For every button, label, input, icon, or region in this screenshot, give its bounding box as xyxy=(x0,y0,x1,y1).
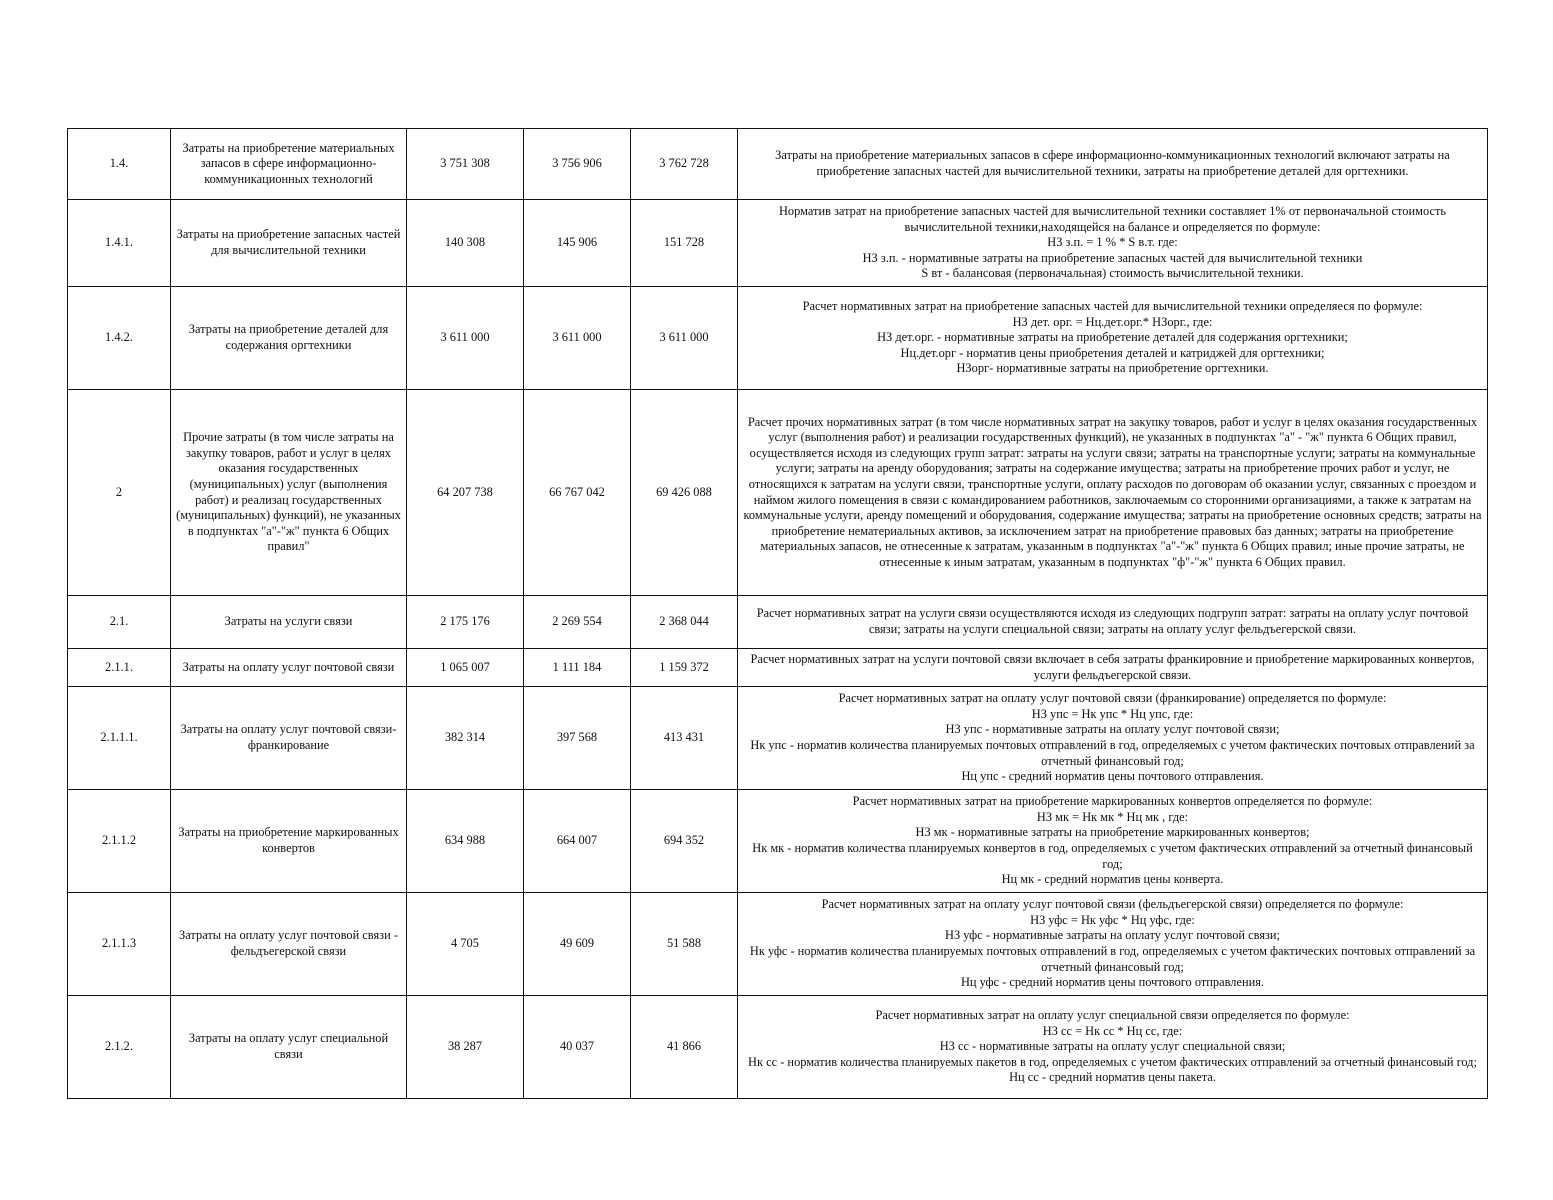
description-line: Расчет нормативных затрат на услуги связи осуществляются исходя из следующих подгрупп затрат: затраты на оплату услуг почтовой связи; затраты на услуги специальной связи; затраты на оплату услуг фельдъегерской связи. xyxy=(756,606,1469,636)
row-value-year-1: 382 314 xyxy=(407,687,524,790)
description-line: Расчет нормативных затрат на приобретение запасных частей для вычислительной техники определяеся по формуле: xyxy=(802,299,1423,314)
row-code: 2.1.1. xyxy=(68,649,171,687)
row-description xyxy=(738,649,1488,687)
description-line: Нц мк - средний норматив цены конверта. xyxy=(1001,872,1224,887)
row-code: 2.1.1.2 xyxy=(68,790,171,893)
table-row xyxy=(68,687,1488,790)
description-line: НЗ сс = Нк сс * Нц сс, где: xyxy=(1042,1023,1183,1038)
description-line: Нк сс - норматив количества планируемых пакетов в год, определяемых с учетом фактических отправлений за отчетный финансовый год; xyxy=(748,1054,1477,1069)
row-value-year-2: 1 111 184 xyxy=(524,649,631,687)
row-value-year-3: 3 762 728 xyxy=(631,129,738,200)
description-line: Нц сс - средний норматив цены пакета. xyxy=(1009,1070,1216,1085)
table-row xyxy=(68,996,1488,1099)
description-line: S вт - балансовая (первоначальная) стоимость вычислительной техники. xyxy=(921,266,1304,281)
row-description xyxy=(738,687,1488,790)
table-row xyxy=(68,129,1488,200)
row-value-year-2: 2 269 554 xyxy=(524,596,631,649)
row-code: 2 xyxy=(68,390,171,596)
table-body xyxy=(68,129,1488,1099)
row-value-year-2: 3 756 906 xyxy=(524,129,631,200)
row-value-year-2: 397 568 xyxy=(524,687,631,790)
row-description xyxy=(738,129,1488,200)
description-line: Нк мк - норматив количества планируемых конвертов в год, определяемых с учетом фактических отправлений за отчетный финансовый год; xyxy=(752,841,1473,871)
description-line: НЗ сс - нормативные затраты на оплату услуг специальной связи; xyxy=(939,1039,1286,1054)
row-name: Затраты на оплату услуг почтовой связи xyxy=(171,649,407,687)
row-description xyxy=(738,390,1488,596)
row-value-year-2: 145 906 xyxy=(524,200,631,287)
row-description xyxy=(738,790,1488,893)
row-value-year-1: 2 175 176 xyxy=(407,596,524,649)
row-value-year-3: 413 431 xyxy=(631,687,738,790)
description-line: Нц уфс - средний норматив цены почтового отправления. xyxy=(960,975,1265,990)
row-value-year-1: 1 065 007 xyxy=(407,649,524,687)
description-line: НЗ з.п. = 1 % * S в.т. где: xyxy=(1047,235,1178,250)
description-line: НЗорг- нормативные затраты на приобретение оргтехники. xyxy=(956,361,1269,376)
table-row xyxy=(68,596,1488,649)
table-row xyxy=(68,893,1488,996)
description-line: НЗ дет.орг. - нормативные затраты на приобретение деталей для содержания оргтехники; xyxy=(877,330,1348,345)
row-name: Затраты на приобретение маркированных конвертов xyxy=(171,790,407,893)
description-line: НЗ уфс - нормативные затраты на оплату услуг почтовой связи; xyxy=(945,928,1280,943)
row-code: 2.1.1.1. xyxy=(68,687,171,790)
row-value-year-2: 66 767 042 xyxy=(524,390,631,596)
description-line: Расчет нормативных затрат на оплату услуг почтовой связи (франкирование) определяется по формуле: xyxy=(838,691,1387,706)
row-value-year-1: 38 287 xyxy=(407,996,524,1099)
row-value-year-2: 40 037 xyxy=(524,996,631,1099)
row-value-year-3: 51 588 xyxy=(631,893,738,996)
row-code: 2.1.1.3 xyxy=(68,893,171,996)
row-description xyxy=(738,287,1488,390)
description-line: НЗ упс - нормативные затраты на оплату услуг почтовой связи; xyxy=(945,722,1280,737)
description-line: НЗ мк - нормативные затраты на приобретение маркированных конвертов; xyxy=(915,825,1310,840)
description-line: Норматив затрат на приобретение запасных частей для вычислительной техники составляет 1% от первоначальной стоимость вычислительной техники,находящейся на балансе и определяется по формуле: xyxy=(778,204,1447,234)
row-value-year-3: 3 611 000 xyxy=(631,287,738,390)
row-value-year-3: 151 728 xyxy=(631,200,738,287)
row-value-year-2: 49 609 xyxy=(524,893,631,996)
description-line: НЗ мк = Нк мк * Нц мк , где: xyxy=(1036,809,1189,824)
row-value-year-1: 3 611 000 xyxy=(407,287,524,390)
table-row xyxy=(68,790,1488,893)
row-name: Прочие затраты (в том числе затраты на закупку товаров, работ и услуг в целях оказания государственных (муниципальных) услуг (выполнения работ) и реализац государственных (муниципальных) функций), не указанных в подпунктах "а"-"ж" пункта 6 Общих правил" xyxy=(171,390,407,596)
description-line: НЗ з.п. - нормативные затраты на приобретение запасных частей для вычислительной техники xyxy=(862,250,1363,265)
row-value-year-2: 3 611 000 xyxy=(524,287,631,390)
description-line: НЗ упс = Нк упс * Нц упс, где: xyxy=(1031,706,1194,721)
row-value-year-3: 1 159 372 xyxy=(631,649,738,687)
table-row xyxy=(68,390,1488,596)
description-line: Расчет нормативных затрат на услуги почтовой связи включает в себя затраты франкировние и приобретение маркированных конвертов, услуги фельдъегерской связи. xyxy=(750,651,1475,682)
row-name: Затраты на оплату услуг почтовой связи - фельдъегерской связи xyxy=(171,893,407,996)
description-line: Расчет нормативных затрат на оплату услуг специальной связи определяется по формуле: xyxy=(875,1008,1350,1023)
description-line: Нк упс - норматив количества планируемых почтовых отправлений в год, определяемых с учетом фактических почтовых отправлений за отчетный финансовый год; xyxy=(750,738,1475,768)
row-value-year-3: 2 368 044 xyxy=(631,596,738,649)
table-row xyxy=(68,200,1488,287)
row-code: 2.1. xyxy=(68,596,171,649)
row-value-year-3: 694 352 xyxy=(631,790,738,893)
row-name: Затраты на оплату услуг почтовой связи- франкирование xyxy=(171,687,407,790)
description-line: Расчет нормативных затрат на оплату услуг почтовой связи (фельдъегерской связи) определяется по формуле: xyxy=(821,897,1404,912)
row-value-year-1: 3 751 308 xyxy=(407,129,524,200)
description-line: Расчет нормативных затрат на приобретение маркированных конвертов определяется по формуле: xyxy=(852,794,1373,809)
row-name: Затраты на приобретение деталей для содержания оргтехники xyxy=(171,287,407,390)
description-line: Расчет прочих нормативных затрат (в том числе нормативных затрат на закупку товаров, работ и услуг в целях оказания государственных услуг (выполнения работ) и реализации государственных функций), не указанных в подпунктах "а" - "ж" пункта 6 Общих правил, осуществляется исходя из следующих групп затрат: затраты на услуги связи; затраты на транспортные услуги; затраты на коммунальные услуги; затраты на аренду оборудования; затраты на содержание имущества; затраты на приобретение прочих работ и услуг, не относящихся к затратам на услуги связи, транспортные услуги, оплату расходов по договорам об оказании услуг, связанных с проездом и наймом жилого помещения в связи с командированием работников, заключаемым со сторонними организациями, а также к затратам на коммунальные услуги, аренду помещений и оборудования, содержание имущества; затраты на приобретение основных средств; затраты на приобретение нематериальных активов, за исключением затрат на приобретение правовых баз данных; затраты на приобретение материальных запасов, не отнесенные к затратам, указанным в подпунктах "а"-"ж" пункта 6 Общих правил; иные прочие затраты, не отнесенные к иным затратам, указанным в подпунктах "ф"-"ж" пункта 6 Общих правил. xyxy=(743,414,1482,569)
row-value-year-1: 4 705 xyxy=(407,893,524,996)
row-value-year-1: 634 988 xyxy=(407,790,524,893)
row-description xyxy=(738,996,1488,1099)
description-line: Затраты на приобретение материальных запасов в сфере информационно-коммуникационных технологий включают затраты на приобретение запасных частей для вычислительной техники, затраты на приобретение деталей для оргтехники. xyxy=(775,148,1450,178)
row-description xyxy=(738,596,1488,649)
row-code: 1.4.2. xyxy=(68,287,171,390)
description-line: Нк уфс - норматив количества планируемых почтовых отправлений в год, определяемых с учетом фактических почтовых отправлений за отчетный финансовый год; xyxy=(749,944,1476,974)
row-name: Затраты на приобретение запасных частей для вычислительной техники xyxy=(171,200,407,287)
row-code: 1.4. xyxy=(68,129,171,200)
row-value-year-3: 41 866 xyxy=(631,996,738,1099)
description-line: Нц упс - средний норматив цены почтового отправления. xyxy=(961,769,1264,784)
description-line: НЗ дет. орг. = Нц.дет.орг.* НЗорг., где: xyxy=(1012,314,1213,329)
row-value-year-3: 69 426 088 xyxy=(631,390,738,596)
table-row xyxy=(68,287,1488,390)
description-line: НЗ уфс = Нк уфс * Нц уфс, где: xyxy=(1030,912,1195,927)
row-value-year-2: 664 007 xyxy=(524,790,631,893)
row-code: 1.4.1. xyxy=(68,200,171,287)
row-code: 2.1.2. xyxy=(68,996,171,1099)
cost-norms-table xyxy=(67,128,1488,1099)
table-row xyxy=(68,649,1488,687)
row-value-year-1: 64 207 738 xyxy=(407,390,524,596)
description-line: Нц.дет.орг - норматив цены приобретения деталей и катриджей для оргтехники; xyxy=(900,345,1325,360)
row-name: Затраты на услуги связи xyxy=(171,596,407,649)
row-description xyxy=(738,893,1488,996)
row-name: Затраты на приобретение материальных запасов в сфере информационно-коммуникационных технологий xyxy=(171,129,407,200)
row-name: Затраты на оплату услуг специальной связи xyxy=(171,996,407,1099)
row-description xyxy=(738,200,1488,287)
row-value-year-1: 140 308 xyxy=(407,200,524,287)
